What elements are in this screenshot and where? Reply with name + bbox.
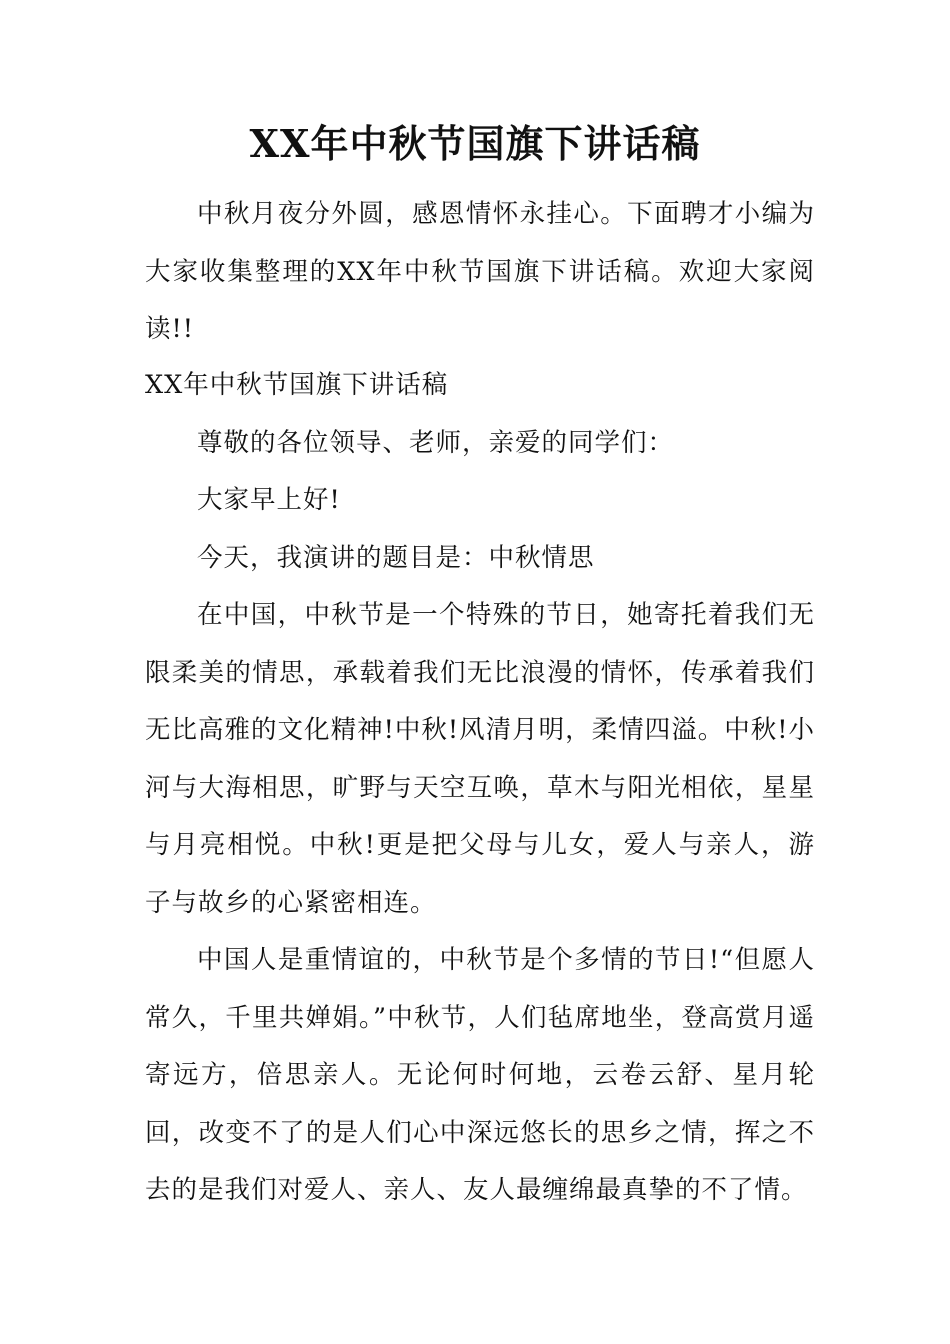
topic-line: 今天，我演讲的题目是：中秋情思 xyxy=(197,543,595,573)
document-title: XX年中秋节国旗下讲话稿 xyxy=(249,121,701,166)
intro-paragraph: 中秋月夜分外圆，感恩情怀永挂心。下面聘才小编为大家收集整理的XX年中秋节国旗下讲话稿。欢迎大家阅读!! xyxy=(145,199,815,344)
speech-subtitle: XX年中秋节国旗下讲话稿 xyxy=(145,370,449,400)
body-paragraph-2: 中国人是重情谊的，中秋节是个多情的节日!“但愿人常久，千里共婵娟。”中秋节，人们毡席地坐，登高赏月遥寄远方，倍思亲人。无论何时何地，云卷云舒、星月轮回，改变不了的是人们心中深远悠长的思乡之情，挥之不去的是我们对爱人、亲人、友人最缠绵最真挚的不了情。 xyxy=(145,945,815,1205)
hello-line: 大家早上好! xyxy=(197,485,341,515)
body-paragraph-1: 在中国，中秋节是一个特殊的节日，她寄托着我们无限柔美的情思，承载着我们无比浪漫的情怀，传承着我们无比高雅的文化精神!中秋!风清月明，柔情四溢。中秋!小河与大海相思，旷野与天空互唤，草木与阳光相依，星星与月亮相悦。中秋!更是把父母与儿女，爱人与亲人，游子与故乡的心紧密相连。 xyxy=(145,600,815,918)
greeting-line: 尊敬的各位领导、老师，亲爱的同学们： xyxy=(197,428,675,458)
